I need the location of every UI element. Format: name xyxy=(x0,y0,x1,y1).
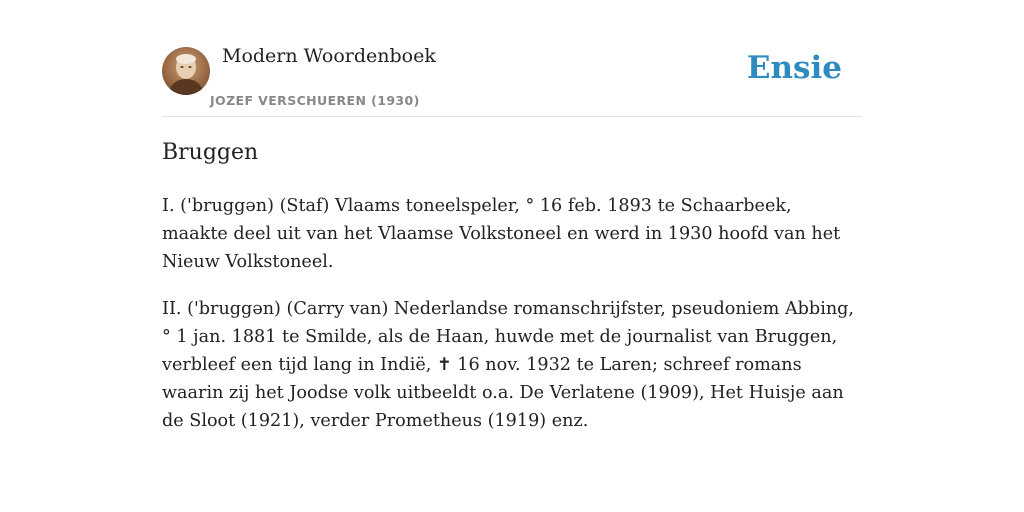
header xyxy=(162,0,862,117)
page-container xyxy=(162,0,862,431)
definitions xyxy=(162,192,862,454)
definition-paragraph: I. ('bruggən) (Staf) Vlaams toneelspeler, ° 16 feb. 1893 te Schaarbeek, maakte deel uit van het Vlaamse Volkstoneel en werd in 1930 hoofd van het Nieuw Volkstoneel. xyxy=(162,196,841,272)
entry-title: Bruggen xyxy=(162,140,259,165)
author-portrait-icon[interactable] xyxy=(162,47,210,95)
author-name[interactable]: JOZEF VERSCHUEREN (1930) xyxy=(210,93,420,108)
definition-paragraph: II. ('bruggən) (Carry van) Nederlandse romanschrijfster, pseudoniem Abbing, ° 1 jan. 1881 te Smilde, als de Haan, huwde met de journalist van Bruggen, verbleef een tijd lang in Indië, ✝ 16 nov. 1932 te Laren; schreef romans waarin zij het Joodse volk uitbeeldt o.a. De Verlatene (1909), Het Huisje aan de Sloot (1921), verder Prometheus (1919) enz. xyxy=(162,299,855,431)
ensie-logo[interactable]: Ensie xyxy=(746,50,842,86)
book-title[interactable]: Modern Woordenboek xyxy=(222,45,436,67)
